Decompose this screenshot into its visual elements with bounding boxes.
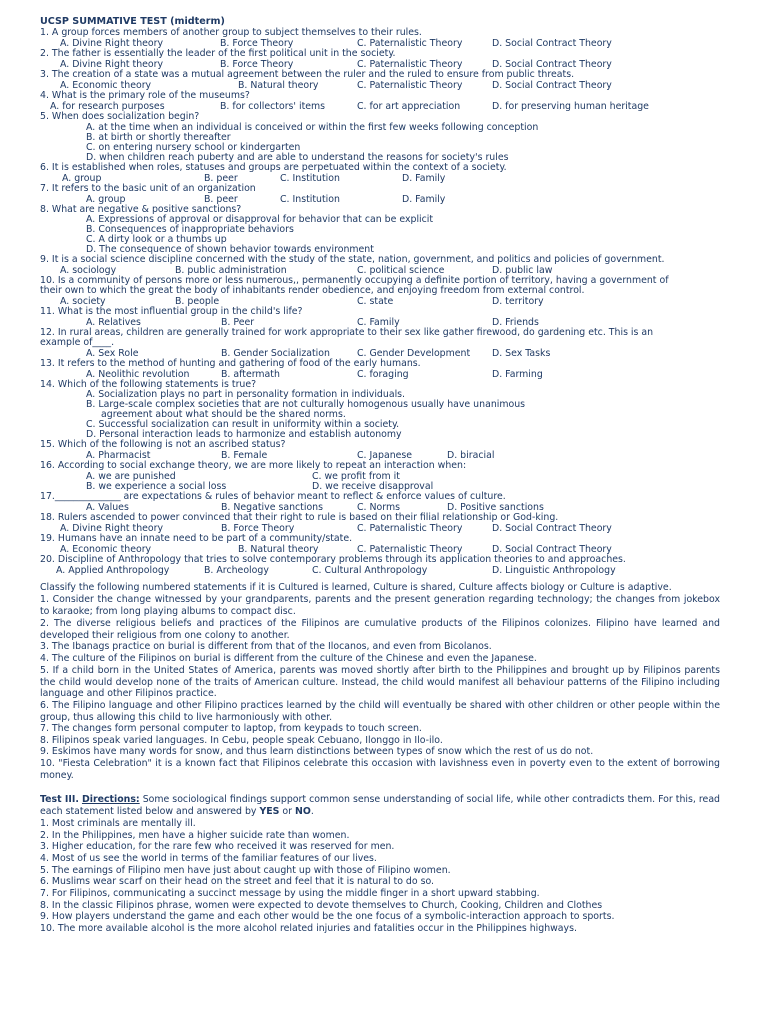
option: C. Institution [280, 194, 340, 205]
option: D. for preserving human heritage [492, 101, 649, 112]
part2-item-4: 4. The culture of the Filipinos on burial is different from the culture of the Chinese and even the Japanese. [40, 653, 537, 664]
option: B. people [175, 296, 220, 307]
option: A. Neolithic revolution [86, 369, 190, 380]
option: D. Positive sanctions [447, 502, 544, 513]
option: D. Farming [492, 369, 543, 380]
option: C. Japanese [357, 450, 413, 461]
option: C. foraging [357, 369, 409, 380]
option: C. political science [357, 265, 445, 276]
question-6: 6. It is established when roles, statuses and groups are perpetuated within the context of a society. [40, 162, 507, 173]
or-word: or [279, 805, 295, 817]
option: B. aftermath [221, 369, 280, 380]
part2-item-2: 2. The diverse religious beliefs and practices of the Filipinos are cumulative products of the Filipinos colonizes. Filipino have learned and developed their religious from one colony to another. [40, 618, 720, 641]
option: D. Family [402, 194, 446, 205]
option: B. Female [221, 450, 268, 461]
option: B. peer [204, 194, 238, 205]
question-15: 15. Which of the following is not an ascribed status? [40, 439, 286, 450]
option: C. Paternalistic Theory [357, 59, 463, 70]
part2-item-6: 6. The Filipino language and other Filipino practices learned by the child will eventually be shared with other children or other people within the group, thus allowing this child to live harmoniously with other. [40, 700, 720, 723]
option: C. Paternalistic Theory [357, 544, 463, 555]
question-14: 14. Which of the following statements is true? [40, 379, 257, 390]
option: C. Paternalistic Theory [357, 80, 463, 91]
part3-item-7: 7. For Filipinos, communicating a succinct message by using the middle finger in a short upward stabbing. [40, 888, 540, 899]
option: C. Successful socialization can result in uniformity within a society. [86, 419, 400, 430]
option: A. society [60, 296, 106, 307]
option: A. Relatives [86, 317, 141, 328]
part2-item-1: 1. Consider the change witnessed by your grandparents, parents and the present generation regarding technology; the changes from jokebox to karaoke; from long playing albums to compact disc. [40, 594, 720, 617]
option: B. we experience a social loss [86, 481, 227, 492]
question-11: 11. What is the most influential group in the child's life? [40, 306, 303, 317]
option: A. Economic theory [60, 544, 152, 555]
option: A. sociology [60, 265, 117, 276]
question-7: 7. It refers to the basic unit of an organization [40, 183, 256, 194]
option: A. Economic theory [60, 80, 152, 91]
option: B. Force Theory [220, 59, 294, 70]
option: A. Divine Right theory [60, 59, 164, 70]
option: A. we are punished [86, 471, 176, 482]
part2-item-7: 7. The changes form personal computer to laptop, from keypads to touch screen. [40, 723, 422, 734]
part2-instruction: Classify the following numbered statements if it is Cultured is learned, Culture is shared, Culture affects biology or Culture is adaptive. [40, 582, 672, 593]
part2-item-5: 5. If a child born in the United States of America, parents was moved shortly after birth to the Philippines and brought up by Filipinos parents the child would develop none of the traits of American culture. Instead, the child would manifest all behaviour patterns of the Filipino including language and other Filipinos practice. [40, 665, 720, 700]
option: A. Socialization plays no part in personality formation in individuals. [86, 389, 406, 400]
option: C. state [357, 296, 394, 307]
option: A. at the time when an individual is conceived or within the first few weeks following conception [86, 122, 539, 133]
option: C. we profit from it [312, 471, 400, 482]
part2-item-8: 8. Filipinos speak varied languages. In Cebu, people speak Cebuano, Ilonggo in Ilo-ilo. [40, 735, 443, 746]
option: D. Social Contract Theory [492, 80, 612, 91]
part3-item-4: 4. Most of us see the world in terms of the familiar features of our lives. [40, 853, 377, 864]
option: C. on entering nursery school or kindergarten [86, 142, 301, 153]
option: C. Paternalistic Theory [357, 38, 463, 49]
option: D. Social Contract Theory [492, 544, 612, 555]
option: A. Pharmacist [86, 450, 151, 461]
part2-item-9: 9. Eskimos have many words for snow, and thus learn distinctions between types of snow which the rest of us do not. [40, 746, 594, 757]
directions-period: . [310, 805, 314, 817]
question-20: 20. Discipline of Anthropology that tries to solve contemporary problems through its application theories to and approaches. [40, 554, 626, 565]
test-3-directions [40, 794, 720, 817]
question-3: 3. The creation of a state was a mutual agreement between the ruler and the ruled to ensure from public threats. [40, 69, 575, 80]
option: A. Divine Right theory [60, 523, 164, 534]
directions-label: Directions: [81, 794, 140, 805]
test-3-label: Test III. [40, 794, 79, 805]
option: A. Sex Role [86, 348, 139, 359]
part3-item-1: 1. Most criminals are mentally ill. [40, 818, 196, 829]
question-13: 13. It refers to the method of hunting and gathering of food of the early humans. [40, 358, 421, 369]
option: D. Personal interaction leads to harmonize and establish autonomy [86, 429, 402, 440]
part3-item-10: 10. The more available alcohol is the more alcohol related injuries and fatalities occur in the Philippines highways. [40, 923, 577, 934]
option: B. Gender Socialization [221, 348, 330, 359]
yes-word: YES [259, 805, 280, 817]
directions-text: Some sociological findings support common sense understanding of social life, while other contradicts them. For this, read each statement listed below and answered by [40, 794, 721, 817]
option: B. Peer [221, 317, 255, 328]
question-10-continued: their own to which the great the body of inhabitants render obedience, and enjoying freedom from external control. [40, 285, 585, 296]
option: D. when children reach puberty and are able to understand the reasons for society's rules [86, 152, 509, 163]
option: D. Social Contract Theory [492, 59, 612, 70]
option: B. for collectors' items [220, 101, 326, 112]
question-17: 17.______________ are expectations & rules of behavior meant to reflect & enforce values of culture. [40, 491, 506, 502]
option: C. Institution [280, 173, 340, 184]
option: B. public administration [175, 265, 287, 276]
option: A. Values [86, 502, 129, 513]
question-18: 18. Rulers ascended to power convinced that their right to rule is based on their filial relationship or God-king. [40, 512, 559, 523]
option: A. Applied Anthropology [56, 565, 170, 576]
option: B. Negative sanctions [221, 502, 324, 513]
option: D. biracial [447, 450, 495, 461]
question-2: 2. The father is essentially the leader of the first political unit in the society. [40, 48, 396, 59]
question-5: 5. When does socialization begin? [40, 111, 200, 122]
part2-item-10: 10. "Fiesta Celebration" it is a known fact that Filipinos celebrate this occasion with lavishness even in poverty even to the extent of borrowing money. [40, 758, 720, 781]
option: B. Large-scale complex societies that are not culturally homogenous usually have unanimous [86, 399, 526, 410]
question-9: 9. It is a social science discipline concerned with the study of the state, nation, government, and politics and policies of government. [40, 254, 665, 265]
option: C. Family [357, 317, 400, 328]
option: B. Force Theory [220, 38, 294, 49]
option: B. Archeology [204, 565, 269, 576]
option: D. Social Contract Theory [492, 38, 612, 49]
option: C. A dirty look or a thumbs up [86, 234, 227, 245]
option: B. peer [204, 173, 238, 184]
part3-item-5: 5. The earnings of Filipino men have just about caught up with those of Filipino women. [40, 865, 451, 876]
option: C. Paternalistic Theory [357, 523, 463, 534]
question-19: 19. Humans have an innate need to be part of a community/state. [40, 533, 353, 544]
option: B. Natural theory [238, 80, 319, 91]
question-12: 12. In rural areas, children are generally trained for work appropriate to their sex like gather firewood, do gardening etc. This is an [40, 327, 654, 338]
option: D. territory [492, 296, 544, 307]
option: D. public law [492, 265, 553, 276]
option: D. Sex Tasks [492, 348, 551, 359]
part3-item-2: 2. In the Philippines, men have a higher suicide rate than women. [40, 830, 350, 841]
question-16: 16. According to social exchange theory, we are more likely to repeat an interaction when: [40, 460, 467, 471]
option: D. Social Contract Theory [492, 523, 612, 534]
option: D. Family [402, 173, 446, 184]
no-word: NO [294, 805, 311, 817]
option: A. Divine Right theory [60, 38, 164, 49]
option: D. Linguistic Anthropology [492, 565, 616, 576]
question-10: 10. Is a community of persons more or less numerous,, permanently occupying a definite portion of territory, having a government of [40, 275, 669, 286]
part3-item-8: 8. In the classic Filipinos phrase, women were expected to devote themselves to Church, Cooking, Children and Clothes [40, 900, 603, 911]
part3-item-3: 3. Higher education, for the rare few who received it was reserved for men. [40, 841, 395, 852]
option: D. we receive disapproval [312, 481, 434, 492]
option: C. Norms [357, 502, 400, 513]
option: C. Gender Development [357, 348, 471, 359]
part2-item-3: 3. The Ibanags practice on burial is different from that of the Ilocanos, and even from Bicolanos. [40, 641, 492, 652]
option: B. Consequences of inappropriate behaviors [86, 224, 294, 235]
part3-item-6: 6. Muslims wear scarf on their head on the street and feel that it is natural to do so. [40, 876, 435, 887]
question-12-continued: example of____. [40, 337, 115, 348]
option-continued: agreement about what should be the shared norms. [101, 409, 346, 420]
test-title: UCSP SUMMATIVE TEST (midterm) [40, 16, 225, 27]
option: B. Natural theory [238, 544, 319, 555]
option: A. group [62, 173, 102, 184]
option: C. for art appreciation [357, 101, 461, 112]
question-8: 8. What are negative & positive sanctions? [40, 204, 242, 215]
option: A. group [86, 194, 126, 205]
option: D. Friends [492, 317, 539, 328]
question-4: 4. What is the primary role of the museums? [40, 90, 250, 101]
option: C. Cultural Anthropology [312, 565, 428, 576]
option: A. for research purposes [50, 101, 165, 112]
part3-item-9: 9. How players understand the game and each other would be the one focus of a symbolic-interaction approach to sports. [40, 911, 615, 922]
option: B. Force Theory [221, 523, 295, 534]
question-1: 1. A group forces members of another group to subject themselves to their rules. [40, 27, 422, 38]
option: B. at birth or shortly thereafter [86, 132, 231, 143]
option: D. The consequence of shown behavior towards environment [86, 244, 374, 255]
option: A. Expressions of approval or disapproval for behavior that can be explicit [86, 214, 434, 225]
